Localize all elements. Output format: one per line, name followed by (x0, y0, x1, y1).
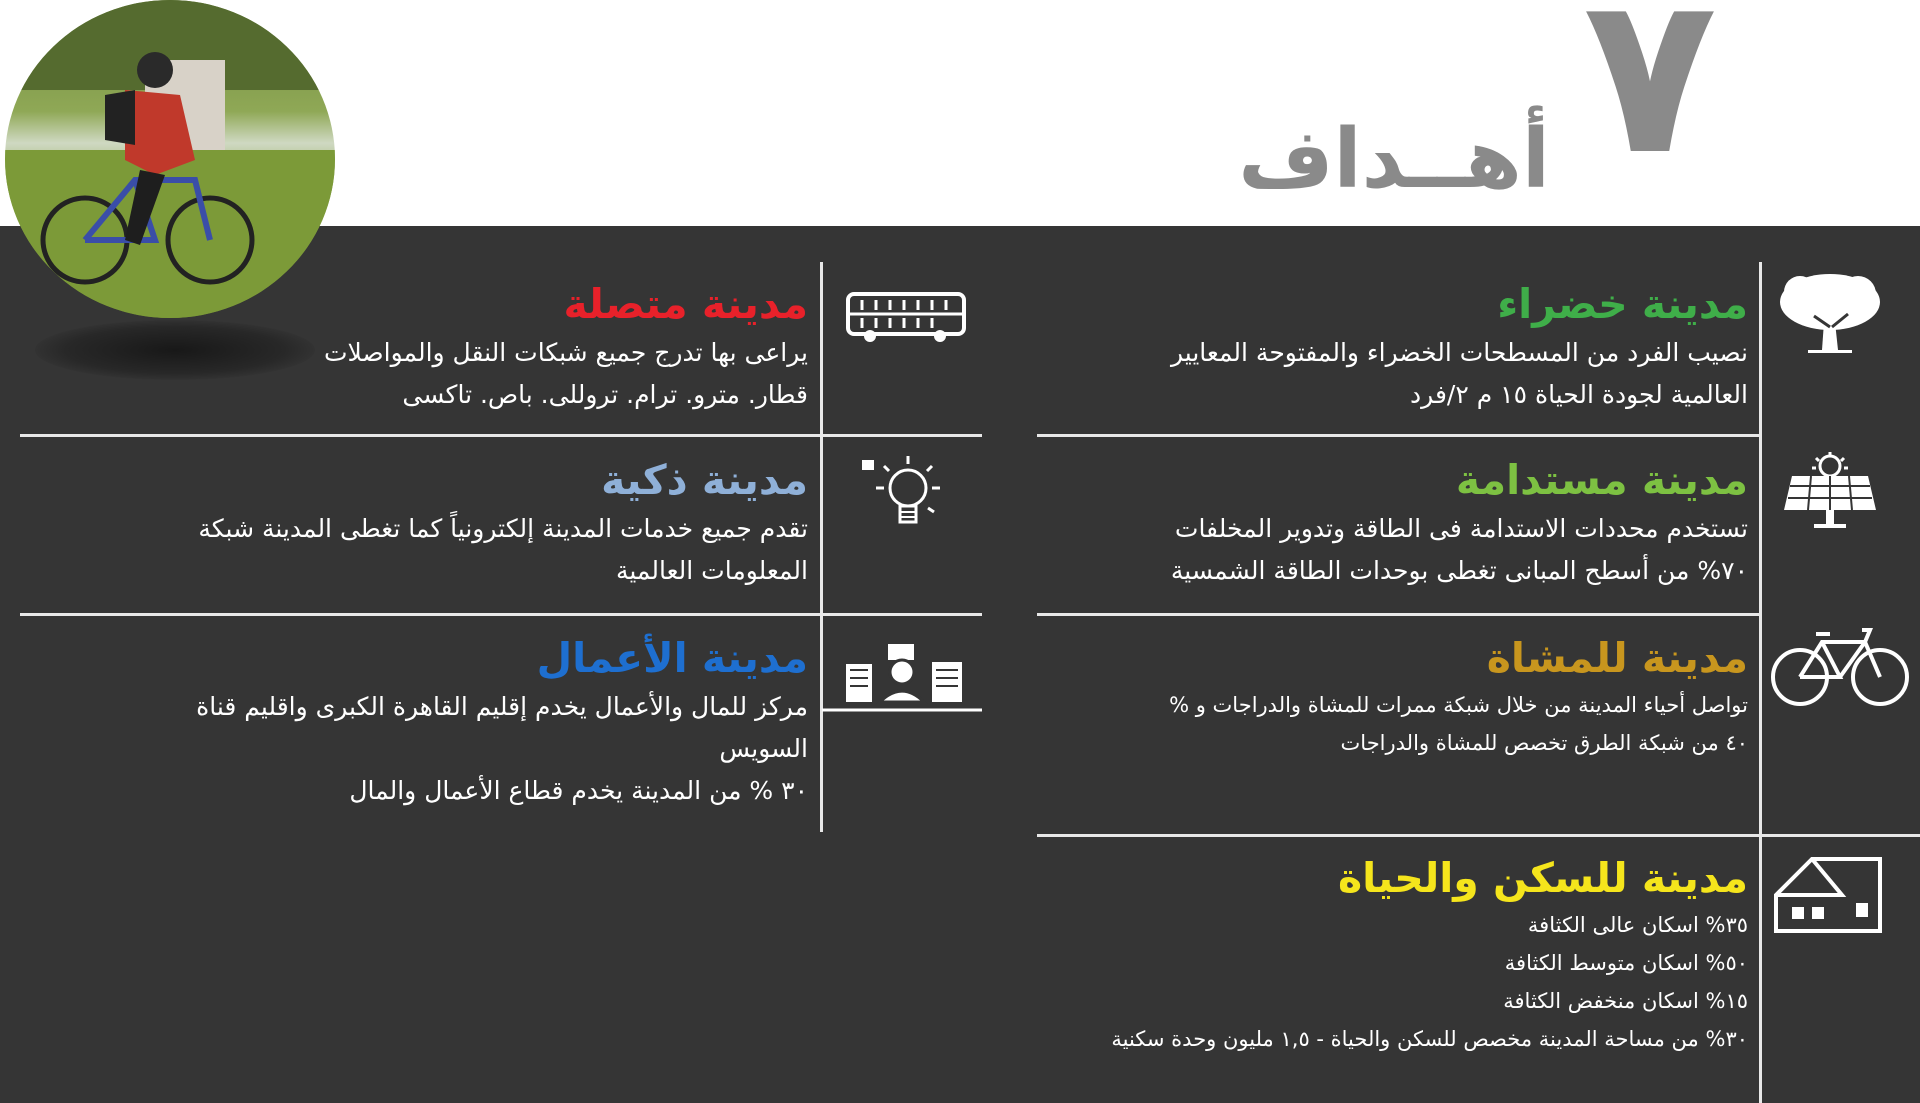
goal-line: نصيب الفرد من المسطحات الخضراء والمفتوحة المعايير (1170, 338, 1748, 367)
goal-description (940, 906, 1748, 1058)
goal-title: مدينة خضراء (1497, 280, 1748, 328)
goal-description (1040, 508, 1748, 592)
row-divider-right-3 (1037, 834, 1920, 837)
goal-business-city (40, 630, 808, 812)
goal-line: تقدم جميع خدمات المدينة إلكترونياً كما تغطى المدينة شبكة (198, 514, 808, 543)
goal-line: ٣٥% اسكان عالى الكثافة (1527, 913, 1748, 937)
goal-line: ٤٠ من شبكة الطرق تخصص للمشاة والدراجات (1340, 731, 1748, 755)
goal-line: العالمية لجودة الحياة ١٥ م ٢/فرد (1410, 380, 1748, 409)
goal-description (1040, 686, 1748, 762)
goal-description (40, 508, 808, 592)
goal-green-city (1040, 276, 1748, 416)
row-divider-left-2 (20, 613, 982, 616)
goal-connected-city (80, 276, 808, 416)
goal-description (80, 332, 808, 416)
row-divider-left-1 (20, 434, 982, 437)
goal-title: مدينة ذكية (601, 456, 808, 504)
lightbulb-icon (858, 452, 948, 538)
bus-icon (846, 292, 966, 344)
goal-line: السويس (719, 734, 808, 763)
bicycle-icon (1770, 622, 1910, 708)
goal-living-city (940, 850, 1748, 1058)
goal-line: قطار. مترو. ترام. تروللى. باص. تاكسى (402, 380, 808, 409)
goal-title: مدينة مستدامة (1455, 456, 1748, 504)
goal-walkable-city (1040, 630, 1748, 762)
goal-title: مدينة للسكن والحياة (1337, 854, 1748, 902)
left-divider (820, 262, 823, 832)
goal-title: مدينة متصلة (563, 280, 808, 328)
row-divider-right-1 (1037, 434, 1762, 437)
goal-line: تستخدم محددات الاستدامة فى الطاقة وتدوير المخلفات (1174, 514, 1748, 543)
goal-line: المعلومات العالمية (615, 556, 808, 585)
tree-icon (1778, 272, 1882, 354)
business-icon (822, 640, 982, 712)
goals-number: ٧ (1582, 0, 1718, 203)
page-title: أهــداف (1238, 112, 1550, 207)
house-icon (1772, 855, 1884, 935)
goal-description (1040, 332, 1748, 416)
goal-sustainable-city (1040, 452, 1748, 592)
goal-line: ٥٠% اسكان متوسط الكثافة (1504, 951, 1748, 975)
cyclist-photo (5, 0, 335, 318)
goal-line: ٣٠ % من المدينة يخدم قطاع الأعمال والمال (349, 776, 808, 805)
goal-line: تواصل أحياء المدينة من خلال شبكة ممرات للمشاة والدراجات و % (1169, 693, 1748, 717)
solar-panel-icon (1780, 452, 1880, 532)
goal-line: يراعى بها تدرج جميع شبكات النقل والمواصلات (323, 338, 808, 367)
goal-line: ٧٠% من أسطح المبانى تغطى بوحدات الطاقة الشمسية (1170, 556, 1748, 585)
goal-description (40, 686, 808, 812)
goal-line: ١٥% اسكان منخفض الكثافة (1503, 989, 1748, 1013)
goal-smart-city (40, 452, 808, 592)
goal-line: ٣٠% من مساحة المدينة مخصص للسكن والحياة - ١,٥ مليون وحدة سكنية (1111, 1027, 1748, 1051)
goal-title: مدينة الأعمال (536, 634, 808, 682)
right-divider (1759, 262, 1762, 1103)
row-divider-right-2 (1037, 613, 1762, 616)
goal-line: مركز للمال والأعمال يخدم إقليم القاهرة الكبرى واقليم قناة (196, 692, 808, 721)
goal-title: مدينة للمشاة (1486, 634, 1748, 682)
